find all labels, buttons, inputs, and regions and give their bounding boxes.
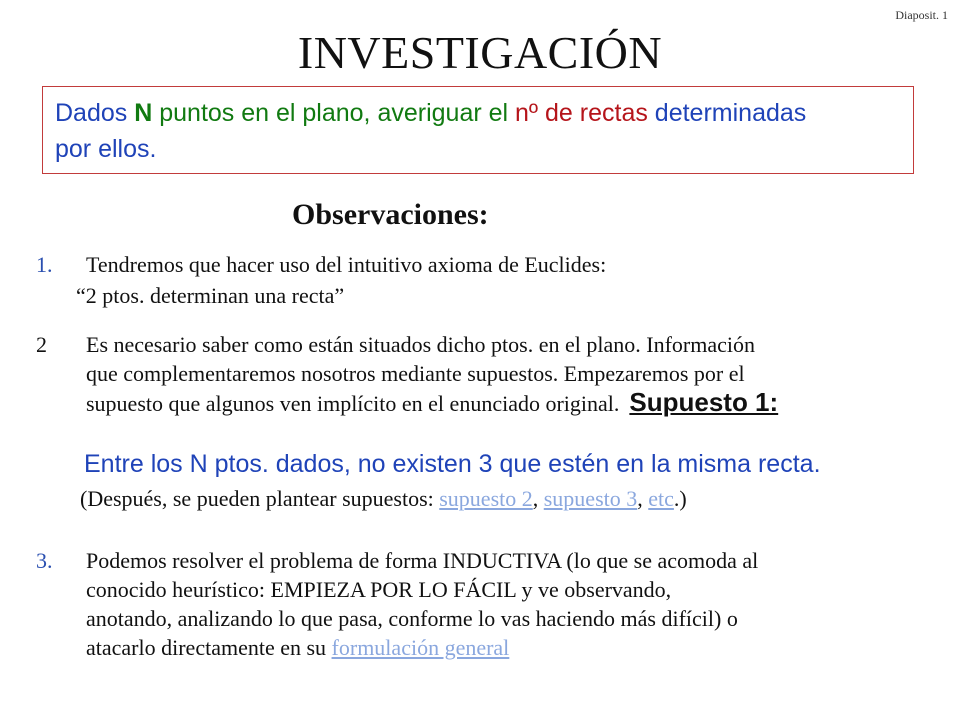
supuesto-3-link[interactable]: supuesto 3 xyxy=(543,486,638,511)
item-2-number: 2 xyxy=(36,332,47,357)
problem-statement-box xyxy=(42,86,914,174)
item-3-line-4 xyxy=(86,633,926,662)
supuesto-2-link[interactable]: supuesto 2 xyxy=(439,486,533,511)
further-assumptions xyxy=(80,485,687,513)
further-assumptions-suffix: .) xyxy=(673,486,687,511)
slide-number: Diaposit. 1 xyxy=(895,8,948,22)
further-assumptions-prefix: (Después, se pueden plantear supuestos: xyxy=(80,486,440,511)
item-3-line-2: conocido heurístico: EMPIEZA POR LO FÁCIL y ve observando, xyxy=(86,577,672,602)
supuesto-1-label: Supuesto 1: xyxy=(629,387,779,417)
item-3-line-4-text: atacarlo directamente en su xyxy=(86,635,332,660)
general-formulation-link[interactable]: formulación general xyxy=(331,635,510,660)
problem-text-1: Dados xyxy=(55,99,135,127)
assumption-statement: Entre los N ptos. dados, no existen 3 que estén en la misma recta. xyxy=(84,450,821,478)
item-1-number: 1. xyxy=(36,252,53,277)
item-2-line-1: Es necesario saber como están situados dicho ptos. en el plano. Información xyxy=(86,332,755,357)
item-3-line-1: Podemos resolver el problema de forma INDUCTIVA (lo que se acomoda al xyxy=(86,548,759,573)
item-2-line-3 xyxy=(86,388,936,418)
problem-n: N xyxy=(134,99,153,127)
item-2-line-2: que complementaremos nosotros mediante supuestos. Empezaremos por el xyxy=(86,361,745,386)
problem-text-4: determinadas xyxy=(647,99,807,127)
item-1-text: Tendremos que hacer uso del intuitivo axioma de Euclides: xyxy=(86,252,607,277)
observations-heading: Observaciones: xyxy=(292,198,489,231)
item-3-number: 3. xyxy=(36,548,53,573)
etc-link[interactable]: etc xyxy=(648,486,674,511)
item-1-quote: “2 ptos. determinan una recta” xyxy=(76,283,345,308)
problem-text-2: puntos en el plano, averiguar el xyxy=(152,99,516,127)
item-2-line-3-text: supuesto que algunos ven implícito en el enunciado original. xyxy=(86,391,620,416)
item-3-text xyxy=(86,546,926,662)
problem-text-3: de rectas xyxy=(538,99,648,127)
problem-nro: nº xyxy=(515,99,539,127)
problem-line-2: por ellos. xyxy=(55,135,157,163)
page-title: INVESTIGACIÓN xyxy=(297,27,663,78)
separator-2: , xyxy=(637,486,649,511)
item-3-line-3: anotando, analizando lo que pasa, conforme lo vas haciendo más difícil) o xyxy=(86,606,738,631)
item-2-text xyxy=(86,330,936,418)
problem-line-1 xyxy=(55,95,901,131)
separator-1: , xyxy=(532,486,544,511)
